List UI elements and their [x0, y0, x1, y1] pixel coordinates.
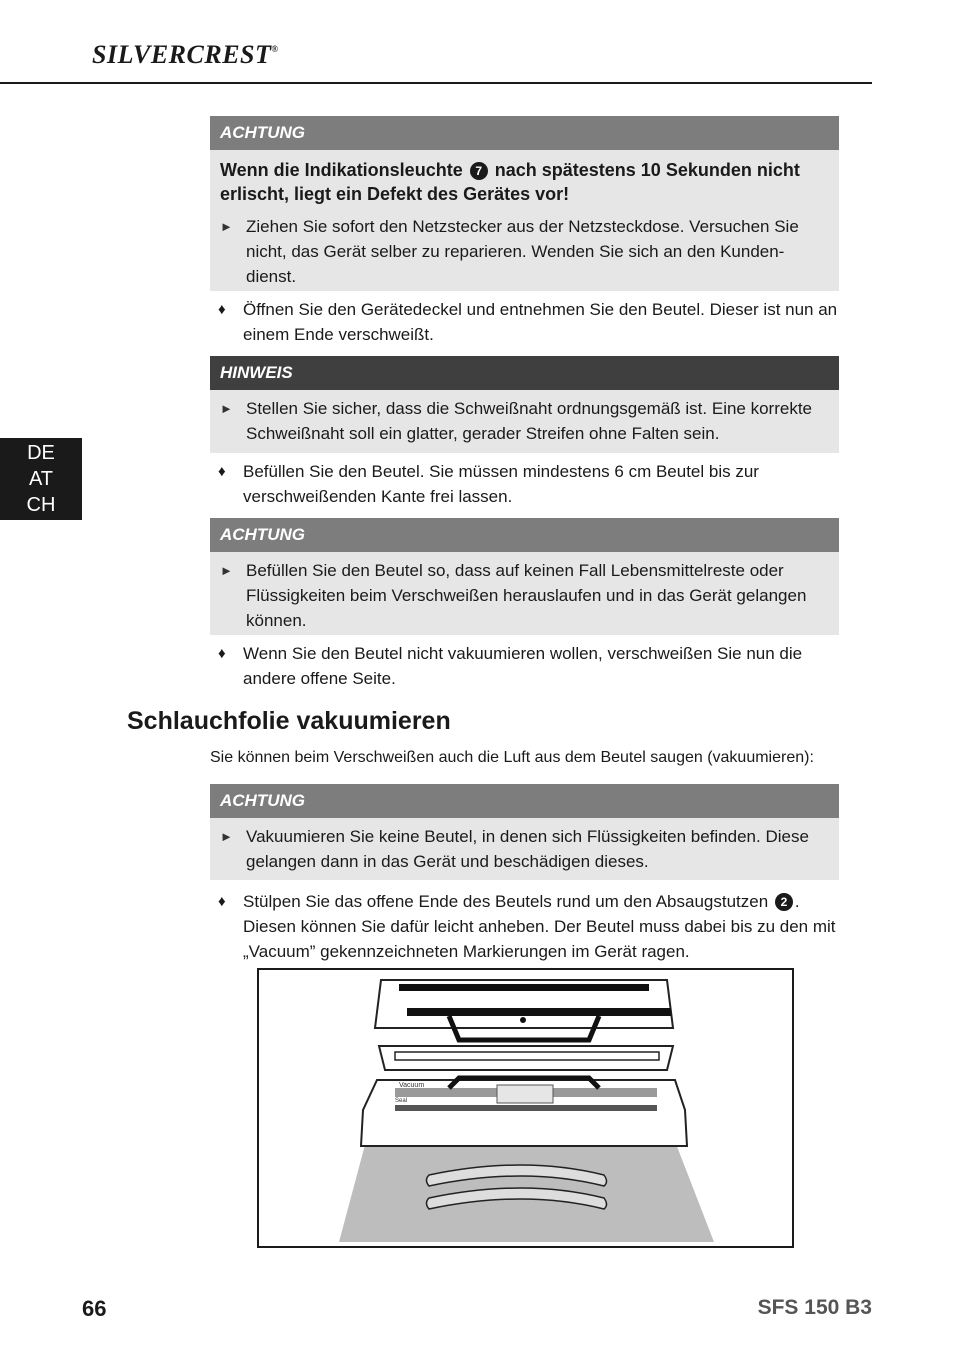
model-number: SFS 150 B3	[757, 1296, 872, 1319]
brand-logo	[92, 40, 279, 70]
lang-at: AT	[28, 468, 54, 490]
instruction-text-cont: . Diesen können Sie dafür leicht anheben. Der Beutel muss dabei bis zu den mit „Vacuum” gekennzeichneten Markierungen im Gerät ragen.	[243, 892, 836, 961]
instruction-step	[218, 889, 839, 964]
warning-box-header: ACHTUNG	[210, 518, 839, 552]
note-box-header: HINWEIS	[210, 356, 839, 390]
note-box-body	[210, 390, 839, 453]
warning-headline-text: Wenn die Indikationsleuchte	[220, 160, 463, 180]
page-number: 66	[82, 1296, 107, 1321]
header-rule	[0, 82, 872, 84]
lang-ch: CH	[26, 494, 56, 516]
vacuum-sealer-illustration	[257, 968, 794, 1248]
arrow-icon: ►	[220, 563, 233, 578]
seal-marking: Seal	[395, 1098, 408, 1104]
warning-item	[220, 214, 823, 289]
instruction-step	[218, 459, 839, 509]
seal-strip	[395, 1105, 657, 1111]
diamond-bullet-icon: ♦	[218, 463, 226, 480]
warning-box-body	[210, 818, 839, 880]
warning-box-body	[210, 552, 839, 635]
indicator-number-badge: 7	[470, 162, 488, 180]
warning-item	[220, 558, 823, 633]
warning-headline-text-cont: nach spätestens 10 Sekunden nicht erlischt, liegt ein Defekt des Gerätes vor!	[220, 160, 800, 204]
instruction-step	[218, 641, 839, 691]
instruction-text: Stülpen Sie das offene Ende des Beutels rund um den Absaugstutzen	[243, 892, 769, 911]
arrow-icon: ►	[220, 401, 233, 416]
brand-logo-text: SILVERCREST	[92, 40, 272, 69]
warning-headline	[220, 158, 823, 206]
warning-item	[220, 824, 823, 874]
warning-box-header: ACHTUNG	[210, 784, 839, 818]
instruction-text: Öffnen Sie den Gerätedeckel und entnehmen Sie den Beutel. Dieser ist nun an einem Ende verschweißt.	[243, 300, 838, 344]
diamond-bullet-icon: ♦	[218, 893, 226, 910]
registered-mark: ®	[271, 44, 279, 54]
warning-item-text: Befüllen Sie den Beutel so, dass auf keinen Fall Lebensmittelreste oder Flüssigkeiten beim Verschweißen herauslaufen und in das Gerät gelangen können.	[246, 561, 807, 630]
instruction-text: Befüllen Sie den Beutel. Sie müssen mindestens 6 cm Beutel bis zur verschweißenden Kante frei lassen.	[243, 462, 759, 506]
instruction-text: Wenn Sie den Beutel nicht vakuumieren wollen, verschweißen Sie nun die andere offene Seite.	[243, 644, 803, 688]
warning-item-text: Ziehen Sie sofort den Netzstecker aus der Netzsteckdose. Versuchen Sie nicht, das Gerät selber zu reparieren. Wenden Sie sich an den Kunden-dienst.	[246, 217, 799, 286]
arrow-icon: ►	[220, 219, 233, 234]
suction-nozzle	[497, 1085, 553, 1103]
lid-pin	[520, 1017, 526, 1023]
language-tab	[0, 438, 82, 520]
warning-box-body	[210, 150, 839, 291]
lang-de: DE	[27, 442, 55, 464]
instruction-step	[218, 297, 839, 347]
warning-item-text: Vakuumieren Sie keine Beutel, in denen sich Flüssigkeiten befinden. Diese gelangen dann in das Gerät und beschädigen dieses.	[246, 827, 809, 871]
warning-box-header: ACHTUNG	[210, 116, 839, 150]
diamond-bullet-icon: ♦	[218, 645, 226, 662]
section-title: Schlauchfolie vakuumieren	[127, 707, 451, 735]
sealer-drawing	[259, 970, 792, 1246]
note-item-text: Stellen Sie sicher, dass die Schweißnaht ordnungsgemäß ist. Eine korrekte Schweißnaht soll ein glatter, gerader Streifen ohne Falten sein.	[246, 399, 813, 443]
hinge-strip	[395, 1052, 659, 1060]
lid-gasket	[407, 1008, 671, 1016]
diamond-bullet-icon: ♦	[218, 301, 226, 318]
section-intro: Sie können beim Verschweißen auch die Luft aus dem Beutel saugen (vakuumieren):	[210, 749, 814, 766]
arrow-icon: ►	[220, 829, 233, 844]
part-number-badge: 2	[775, 893, 793, 911]
note-item	[220, 396, 823, 446]
lid-seal-bar	[399, 984, 649, 991]
vacuum-marking: Vacuum	[399, 1082, 425, 1089]
